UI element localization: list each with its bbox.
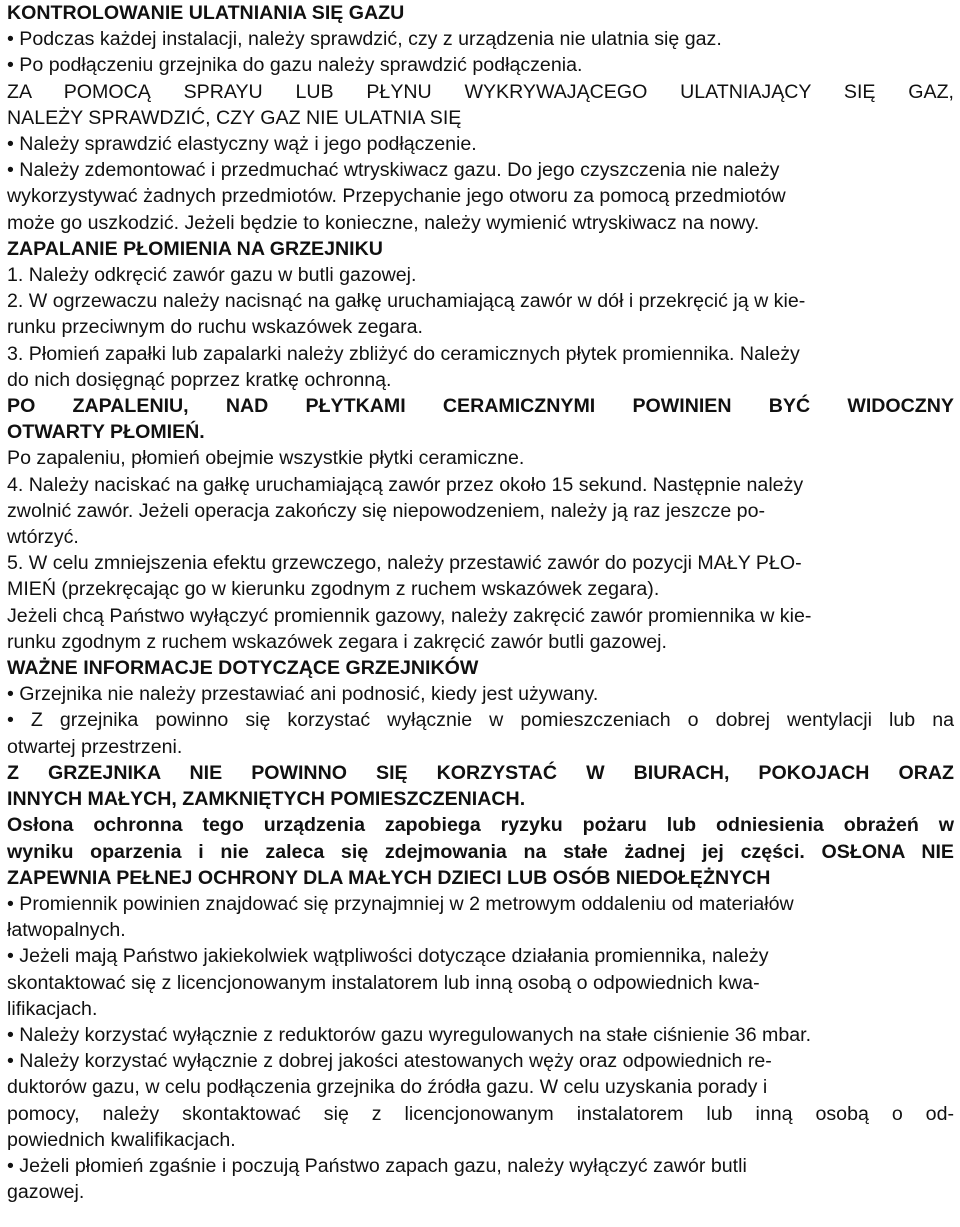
text-line: • Grzejnika nie należy przestawiać ani podnosić, kiedy jest używany. (7, 683, 599, 706)
text-line: gazowej. (7, 1181, 85, 1204)
text-line: 3. Płomień zapałki lub zapalarki należy zbliżyć do ceramicznych płytek promiennika. Należy (7, 342, 800, 365)
heading-line: INNYCH MAŁYCH, ZAMKNIĘTYCH POMIESZCZENIACH. (7, 788, 526, 811)
text-line: MIEŃ (przekręcając go w kierunku zgodnym z ruchem wskazówek zegara). (7, 578, 660, 601)
heading-line: wyniku oparzenia i nie zaleca się zdejmowania na stałe żadnej jej części. OSŁONA NIE (7, 840, 954, 863)
text-line: 5. W celu zmniejszenia efektu grzewczego, należy przestawić zawór do pozycji MAŁY PŁO- (7, 552, 802, 575)
heading-line: ZAPEWNIA PEŁNEJ OCHRONY DLA MAŁYCH DZIECI LUB OSÓB NIEDOŁĘŻNYCH (7, 866, 771, 889)
text-line: • Należy korzystać wyłącznie z reduktorów gazu wyregulowanych na stałe ciśnienie 36 mbar. (7, 1023, 812, 1046)
heading-line: WAŻNE INFORMACJE DOTYCZĄCE GRZEJNIKÓW (7, 657, 479, 680)
text-line: 1. Należy odkręcić zawór gazu w butli gazowej. (7, 264, 417, 287)
text-line: • Podczas każdej instalacji, należy sprawdzić, czy z urządzenia nie ulatnia się gaz. (7, 28, 722, 51)
heading-line: KONTROLOWANIE ULATNIANIA SIĘ GAZU (7, 2, 405, 24)
text-line: 2. W ogrzewaczu należy nacisnąć na gałkę uruchamiającą zawór w dół i przekręcić ją w kie- (7, 290, 806, 313)
text-line: otwartej przestrzeni. (7, 735, 183, 758)
text-line: wtórzyć. (7, 526, 79, 549)
text-line: łatwopalnych. (7, 919, 126, 942)
text-line: skontaktować się z licencjonowanym instalatorem lub inną osobą o odpowiednich kwa- (7, 971, 760, 994)
text-line: wykorzystywać żadnych przedmiotów. Przepychanie jego otworu za pomocą przedmiotów (7, 185, 786, 208)
text-line: NALEŻY SPRAWDZIĆ, CZY GAZ NIE ULATNIA SIĘ (7, 106, 462, 129)
text-line: • Należy sprawdzić elastyczny wąż i jego podłączenie. (7, 133, 477, 156)
heading-line: OTWARTY PŁOMIEŃ. (7, 421, 205, 444)
heading-line: Z GRZEJNIKA NIE POWINNO SIĘ KORZYSTAĆ W BIURACH, POKOJACH ORAZ (7, 761, 954, 784)
text-line: powiednich kwalifikacjach. (7, 1128, 236, 1151)
text-line: • Należy korzystać wyłącznie z dobrej jakości atestowanych węży oraz odpowiednich re- (7, 1050, 772, 1073)
text-line: ZA POMOCĄ SPRAYU LUB PŁYNU WYKRYWAJĄCEGO ULATNIAJĄCY SIĘ GAZ, (7, 80, 954, 103)
text-line: • Jeżeli mają Państwo jakiekolwiek wątpliwości dotyczące działania promiennika, należy (7, 945, 769, 968)
text-line: • Promiennik powinien znajdować się przynajmniej w 2 metrowym oddaleniu od materiałów (7, 892, 794, 915)
text-line: Jeżeli chcą Państwo wyłączyć promiennik gazowy, należy zakręcić zawór promiennika w kie- (7, 604, 812, 627)
text-line: • Po podłączeniu grzejnika do gazu należy sprawdzić podłączenia. (7, 54, 583, 77)
text-line: duktorów gazu, w celu podłączenia grzejnika do źródła gazu. W celu uzyskania porady i (7, 1076, 768, 1099)
text-line: do nich dosięgnąć poprzez kratkę ochronną. (7, 368, 392, 391)
text-line: runku przeciwnym do ruchu wskazówek zegara. (7, 316, 424, 339)
text-line: 4. Należy naciskać na gałkę uruchamiającą zawór przez około 15 sekund. Następnie należy (7, 473, 804, 496)
heading-line: Osłona ochronna tego urządzenia zapobiega ryzyku pożaru lub odniesienia obrażeń w (7, 814, 954, 837)
text-line: może go uszkodzić. Jeżeli będzie to konieczne, należy wymienić wtryskiwacz na nowy. (7, 211, 760, 234)
text-line: lifikacjach. (7, 997, 98, 1020)
heading-line: ZAPALANIE PŁOMIENIA NA GRZEJNIKU (7, 237, 383, 260)
text-line: • Należy zdemontować i przedmuchać wtryskiwacz gazu. Do jego czyszczenia nie należy (7, 159, 780, 182)
text-line: runku zgodnym z ruchem wskazówek zegara i zakręcić zawór butli gazowej. (7, 630, 667, 653)
text-line: Po zapaleniu, płomień obejmie wszystkie płytki ceramiczne. (7, 447, 525, 470)
heading-line: PO ZAPALENIU, NAD PŁYTKAMI CERAMICZNYMI POWINIEN BYĆ WIDOCZNY (7, 395, 954, 418)
text-line: zwolnić zawór. Jeżeli operacja zakończy się niepowodzeniem, należy ją raz jeszcze po- (7, 499, 765, 522)
text-line: • Jeżeli płomień zgaśnie i poczują Państwo zapach gazu, należy wyłączyć zawór butli (7, 1154, 747, 1177)
text-line: • Z grzejnika powinno się korzystać wyłącznie w pomieszczeniach o dobrej wentylacji lub na (7, 709, 954, 732)
text-line: pomocy, należy skontaktować się z licencjonowanym instalatorem lub inną osobą o od- (7, 1102, 954, 1125)
